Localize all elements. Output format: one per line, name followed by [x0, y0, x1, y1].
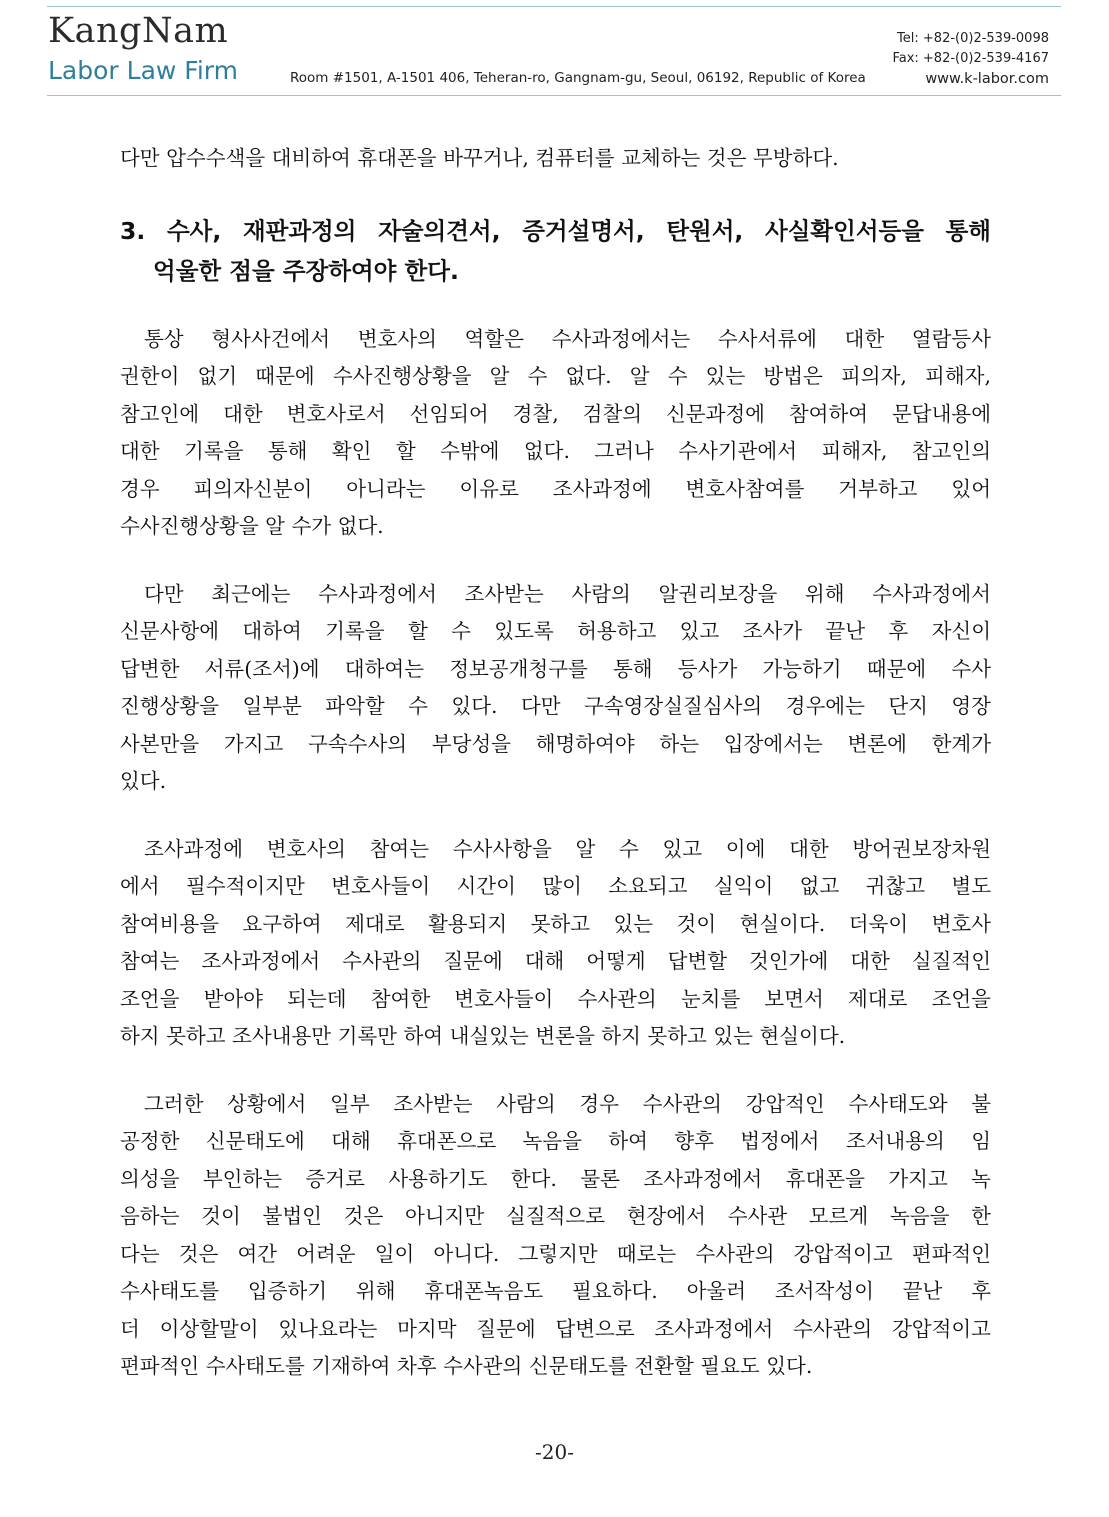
paragraph-line: 수사진행상황을 알 수가 없다. [120, 514, 384, 538]
firm-fax: Fax: +82-(0)2-539-4167 [892, 51, 1049, 66]
paragraph-line: 다만 최근에는 수사과정에서 조사받는 사람의 알권리보장을 위해 수사과정에서 [144, 581, 991, 606]
paragraph-3 [120, 831, 991, 1056]
page-number: -20- [535, 1440, 574, 1464]
header-bottom-rule [47, 95, 1061, 96]
letterhead [0, 0, 1109, 100]
firm-logo-name: KangNam [48, 11, 229, 51]
header-top-rule [47, 6, 1061, 7]
paragraph-line: 그러한 상황에서 일부 조사받는 사람의 경우 수사관의 강압적인 수사태도와 불 [144, 1091, 991, 1116]
paragraph-4 [120, 1086, 991, 1386]
paragraph-line: 더 이상할말이 있나요라는 마지막 질문에 답변으로 조사과정에서 수사관의 강압적이고 [120, 1316, 991, 1341]
paragraph-2 [120, 576, 991, 801]
paragraph-line: 있다. [120, 769, 167, 793]
paragraph-line: 통상 형사사건에서 변호사의 역할은 수사과정에서는 수사서류에 대한 열람등사 [144, 326, 991, 351]
paragraph-line: 편파적인 수사태도를 기재하여 차후 수사관의 신문태도를 전환할 필요도 있다. [120, 1354, 813, 1378]
paragraph-line: 수사태도를 입증하기 위해 휴대폰녹음도 필요하다. 아울러 조서작성이 끝난 후 [120, 1279, 991, 1303]
paragraph-line: 경우 피의자신분이 아니라는 이유로 조사과정에 변호사참여를 거부하고 있어 [120, 476, 991, 501]
document-body [120, 140, 991, 1386]
firm-tel: Tel: +82-(0)2-539-0098 [897, 31, 1049, 46]
section-heading [120, 211, 991, 291]
paragraph-line: 음하는 것이 불법인 것은 아니지만 실질적으로 현장에서 수사관 모르게 녹음을 한 [120, 1204, 991, 1228]
paragraph-line: 공정한 신문태도에 대해 휴대폰으로 녹음을 하여 향후 법정에서 조서내용의 임 [120, 1129, 991, 1153]
heading-line-2: 억울한 점을 주장하여야 한다. [153, 256, 459, 285]
paragraph-line: 참여비용을 요구하여 제대로 활용되지 못하고 있는 것이 현실이다. 더욱이 변호사 [120, 911, 991, 936]
paragraph-line: 조언을 받아야 되는데 참여한 변호사들이 수사관의 눈치를 보면서 제대로 조언을 [120, 986, 991, 1011]
paragraph-line: 다는 것은 여간 어려운 일이 아니다. 그렇지만 때로는 수사관의 강압적이고 편파적인 [120, 1241, 991, 1266]
paragraph-line: 참고인에 대한 변호사로서 선임되어 경찰, 검찰의 신문과정에 참여하여 문답내용에 [120, 401, 991, 426]
paragraph-line: 사본만을 가지고 구속수사의 부당성을 해명하여야 하는 입장에서는 변론에 한계가 [120, 731, 991, 756]
paragraph-line: 하지 못하고 조사내용만 기록만 하여 내실있는 변론을 하지 못하고 있는 현실이다. [120, 1024, 846, 1048]
paragraph-line: 조사과정에 변호사의 참여는 수사사항을 알 수 있고 이에 대한 방어권보장차원 [144, 836, 991, 861]
firm-logo-subtitle: Labor Law Firm [48, 56, 238, 85]
paragraph-line: 의성을 부인하는 증거로 사용하기도 한다. 물론 조사과정에서 휴대폰을 가지고 녹 [120, 1166, 991, 1191]
firm-address: Room #1501, A-1501 406, Teheran-ro, Gangnam-gu, Seoul, 06192, Republic of Korea [290, 70, 866, 86]
intro-line: 다만 압수수색을 대비하여 휴대폰을 바꾸거나, 컴퓨터를 교체하는 것은 무방하다. [120, 146, 839, 170]
paragraph-line: 참여는 조사과정에서 수사관의 질문에 대해 어떻게 답변할 것인가에 대한 실질적인 [120, 949, 991, 973]
firm-contact [892, 29, 1049, 89]
paragraph-line: 진행상황을 일부분 파악할 수 있다. 다만 구속영장실질심사의 경우에는 단지 영장 [120, 694, 991, 718]
paragraph-1 [120, 321, 991, 546]
paragraph-line: 대한 기록을 통해 확인 할 수밖에 없다. 그러나 수사기관에서 피해자, 참고인의 [120, 439, 991, 463]
intro-paragraph [120, 140, 991, 178]
paragraph-line: 신문사항에 대하여 기록을 할 수 있도록 허용하고 있고 조사가 끝난 후 자신이 [120, 619, 991, 643]
heading-line-1: 3. 수사, 재판과정의 자술의견서, 증거설명서, 탄원서, 사실확인서등을 통해 [120, 216, 991, 245]
firm-website: www.k-labor.com [925, 71, 1049, 87]
paragraph-line: 에서 필수적이지만 변호사들이 시간이 많이 소요되고 실익이 없고 귀찮고 별도 [120, 874, 991, 898]
paragraph-line: 답변한 서류(조서)에 대하여는 정보공개청구를 통해 등사가 가능하기 때문에 수사 [120, 656, 991, 681]
paragraph-line: 권한이 없기 때문에 수사진행상황을 알 수 없다. 알 수 있는 방법은 피의자, 피해자, [120, 364, 991, 388]
